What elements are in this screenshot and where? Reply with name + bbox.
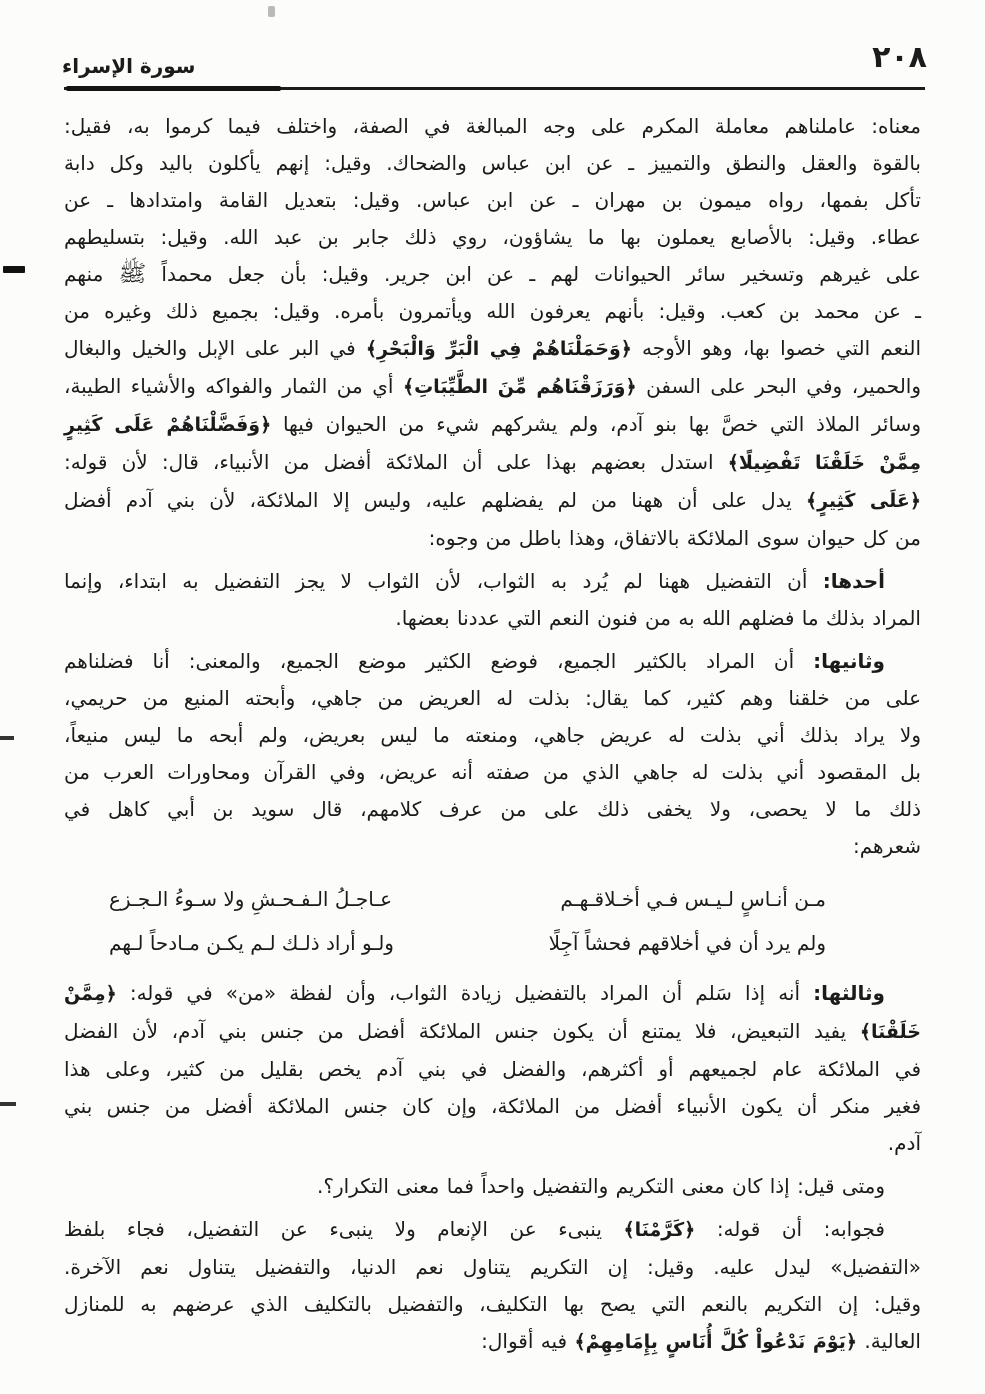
body-text: استدل بعضهم بهذا على أن الملائكة أفضل من الأنبياء، قال: لأن قوله:	[64, 450, 728, 474]
paragraph	[64, 1211, 921, 1361]
verse-row	[109, 877, 826, 921]
text-line	[64, 293, 921, 330]
quran-quote: ﴿وَرَزَقْنَاهُم مِّنَ الطَّيِّبَاتِ﴾	[402, 376, 637, 398]
paragraph	[64, 975, 921, 1162]
body-text: أن التفضيل ههنا لم يُرد به الثواب، لأن الثواب لا يجز التفضيل به ابتداء، وإنما	[64, 569, 823, 593]
page-body	[64, 108, 921, 1367]
text-line	[64, 563, 921, 600]
lead-word: وثانيها:	[813, 649, 885, 673]
body-text: ـ عن محمد بن كعب. وقيل: بأنهم يعرفون الله ويأتمرون بأمره. وقيل: بجميع ذلك وغيره من	[64, 299, 921, 323]
body-text: يفيد التبعيض، فلا يمتنع أن يكون جنس الملائكة أفضل من جنس بني آدم، لأن الفضل	[64, 1019, 860, 1043]
body-text: عطاء. وقيل: بالأصابع يعملون بها ما يشاؤون، روي ذلك جابر بن عبد الله. وقيل: بتسليطهم	[64, 225, 921, 249]
body-text: أن المراد بالكثير الجميع، فوضع الكثير موضع الجميع، والمعنى: أنا فضلناهم	[64, 649, 814, 673]
hemistich-left: عـاجـلُ الـفـحـشِ ولا سـوءُ الـجـزع	[109, 887, 393, 911]
body-text: ينبىء عن الإنعام ولا ينبىء عن التفضيل، فجاء بلفظ	[64, 1217, 624, 1241]
body-text: والحمير، وفي البحر على السفن	[636, 374, 921, 398]
body-text: فجوابه: أن قوله:	[695, 1217, 885, 1241]
hemistich-right: مـن أنـاسٍ لـيـس فـي أخـلاقـهـم	[560, 887, 826, 911]
body-text: فيه أقوال:	[481, 1329, 575, 1353]
text-line	[64, 1323, 921, 1361]
scan-artifact-top	[268, 6, 275, 17]
text-line	[64, 1013, 921, 1051]
text-line	[64, 108, 921, 145]
text-line	[64, 1249, 921, 1286]
text-line	[64, 520, 921, 557]
text-line	[64, 330, 921, 368]
surah-title: سورة الإسراء	[62, 54, 196, 78]
body-text: بل المقصود أني بذلت له جاهي الذي من صفته أنه عريض، وفي القرآن ومحاورات العرب من	[64, 760, 921, 784]
quran-quote: ﴿يَوْمَ نَدْعُواْ كُلَّ أُنَاسٍ بِإِمَامِهِمْ﴾	[574, 1331, 858, 1353]
scan-artifact-dash	[3, 266, 25, 273]
body-text: تأكل بفمها، رواه ميمون بن مهران ـ عن ابن عباس. وقيل: بتعديل القامة وامتدادها ـ عن	[64, 188, 921, 212]
body-text: المراد بذلك ما فضلهم الله به من فنون النعم التي عددنا بعضها.	[395, 606, 921, 630]
text-line	[64, 256, 921, 293]
poetry-block	[109, 877, 826, 965]
body-text: يدل على أن ههنا من لم يفضلهم عليه، وليس إلا الملائكة، لأن بني آدم أفضل	[64, 488, 806, 512]
scan-artifact-dash	[0, 736, 14, 740]
text-line	[64, 791, 921, 828]
body-text: شعرهم:	[852, 834, 921, 858]
text-line	[64, 368, 921, 406]
body-text: «التفضيل» ليدل عليه. وقيل: إن التكريم يتناول نعم الدنيا، والتفضيل يتناول نعم الآخرة.	[64, 1255, 921, 1279]
text-line	[64, 444, 921, 482]
body-text: ذلك ما لا يحصى، ولا يخفى ذلك على من عرف كلامهم، قال سويد بن أبي كاهل في	[64, 797, 921, 821]
body-text: النعم التي خصوا بها، وهو الأوجه	[631, 336, 921, 360]
body-text: ومتى قيل: إذا كان معنى التكريم والتفضيل واحداً فما معنى التكرار؟.	[316, 1174, 885, 1198]
text-line	[64, 482, 921, 520]
body-text: آدم.	[887, 1131, 921, 1155]
quran-quote: ﴿عَلَى كَثِيرٍ﴾	[805, 490, 922, 512]
lead-word: أحدها:	[822, 569, 885, 593]
text-line	[64, 754, 921, 791]
paragraph	[64, 643, 921, 865]
body-text: في البر على الإبل والخيل والبغال	[64, 336, 366, 360]
quran-quote: ﴿وَفَضَّلْنَاهُمْ عَلَى كَثِيرٍ	[64, 414, 272, 436]
text-line	[64, 680, 921, 717]
quran-quote: ﴿مِمَّنْ	[64, 983, 117, 1005]
quran-quote: ﴿كَرَّمْنَا﴾	[623, 1219, 696, 1241]
text-line	[64, 1125, 921, 1162]
body-text: العالية.	[857, 1329, 921, 1353]
text-line	[64, 975, 921, 1013]
body-text: على غيرهم وتسخير سائر الحيوانات لهم ـ عن ابن جرير. وقيل: بأن جعل محمداً	[146, 262, 921, 286]
text-line	[64, 600, 921, 637]
hemistich-left: ولـو أراد ذلـك لـم يكـن مـادحاً لـهم	[109, 931, 394, 955]
text-line	[64, 182, 921, 219]
body-text: ولا يراد بذلك أني بذلت له عريض جاهي، ومنعته ما ليس بعريض، ولم أبحه ما ليس منيعاً،	[64, 723, 921, 747]
text-line	[64, 828, 921, 865]
page-number: ٢٠٨	[872, 40, 927, 75]
text-line	[64, 643, 921, 680]
body-text: وقيل: إن التكريم بالنعم التي يصح بها التكليف، والتفضيل بالتكليف الذي عرضهم به للمنازل	[64, 1292, 921, 1316]
paragraph	[64, 1168, 921, 1205]
body-text: أنه إذا سَلم أن المراد بالتفضيل زيادة الثواب، وأن لفظة «من» في قوله:	[116, 981, 814, 1005]
text-line	[64, 1211, 921, 1249]
text-line	[64, 145, 921, 182]
quran-quote: مِمَّنْ خَلَقْنَا تَفْضِيلًا﴾	[727, 452, 921, 474]
honorific-saw: ﷺ	[118, 261, 147, 287]
text-line	[64, 1168, 921, 1205]
body-text: في الملائكة عام لجميعهم أو أكثرهم، والفضل في بني آدم يخص بقليل من كثير، وعلى هذا	[64, 1057, 921, 1081]
body-text: فغير منكر أن يكون الأنبياء أفضل من الملائكة، وإن كان جنس الملائكة أفضل من جنس بني	[64, 1094, 921, 1118]
body-text: من كل حيوان سوى الملائكة بالاتفاق، وهذا باطل من وجوه:	[428, 526, 921, 550]
text-line	[64, 1286, 921, 1323]
body-text: معناه: عاملناهم معاملة المكرم على وجه المبالغة في الصفة، واختلف فيما كرموا به، فقيل:	[64, 114, 921, 138]
hemistich-right: ولم يرد أن في أخلاقهم فحشاً آجِلًا	[548, 931, 826, 955]
lead-word: وثالثها:	[813, 981, 885, 1005]
header-rule-thick-segment	[66, 86, 281, 91]
quran-quote: خَلَقْنَا﴾	[859, 1021, 921, 1043]
text-line	[64, 717, 921, 754]
body-text: منهم	[64, 262, 119, 286]
quran-quote: ﴿وَحَمَلْنَاهُمْ فِي الْبَرِّ وَالْبَحْرِ﴾	[365, 338, 632, 360]
body-text: بالقوة والعقل والنطق والتمييز ـ عن ابن عباس والضحاك. وقيل: إنهم يأكلون باليد وكل دابة	[64, 151, 921, 175]
text-line	[64, 1051, 921, 1088]
body-text: وسائر الملاذ التي خصَّ بها بنو آدم، ولم يشركهم شيء من الحيوان فيها	[271, 412, 921, 436]
body-text: على من خلقنا وهم كثير، كما يقال: بذلت له العريض من جاهي، وأبحته المنيع من حريمي،	[64, 686, 921, 710]
text-line	[64, 219, 921, 256]
scan-artifact-dash	[0, 1102, 16, 1106]
text-line	[64, 406, 921, 444]
paragraph	[64, 563, 921, 637]
paragraph	[64, 108, 921, 557]
text-line	[64, 1088, 921, 1125]
body-text: أي من الثمار والفواكه والأشياء الطيبة،	[64, 374, 403, 398]
verse-row	[109, 921, 826, 965]
